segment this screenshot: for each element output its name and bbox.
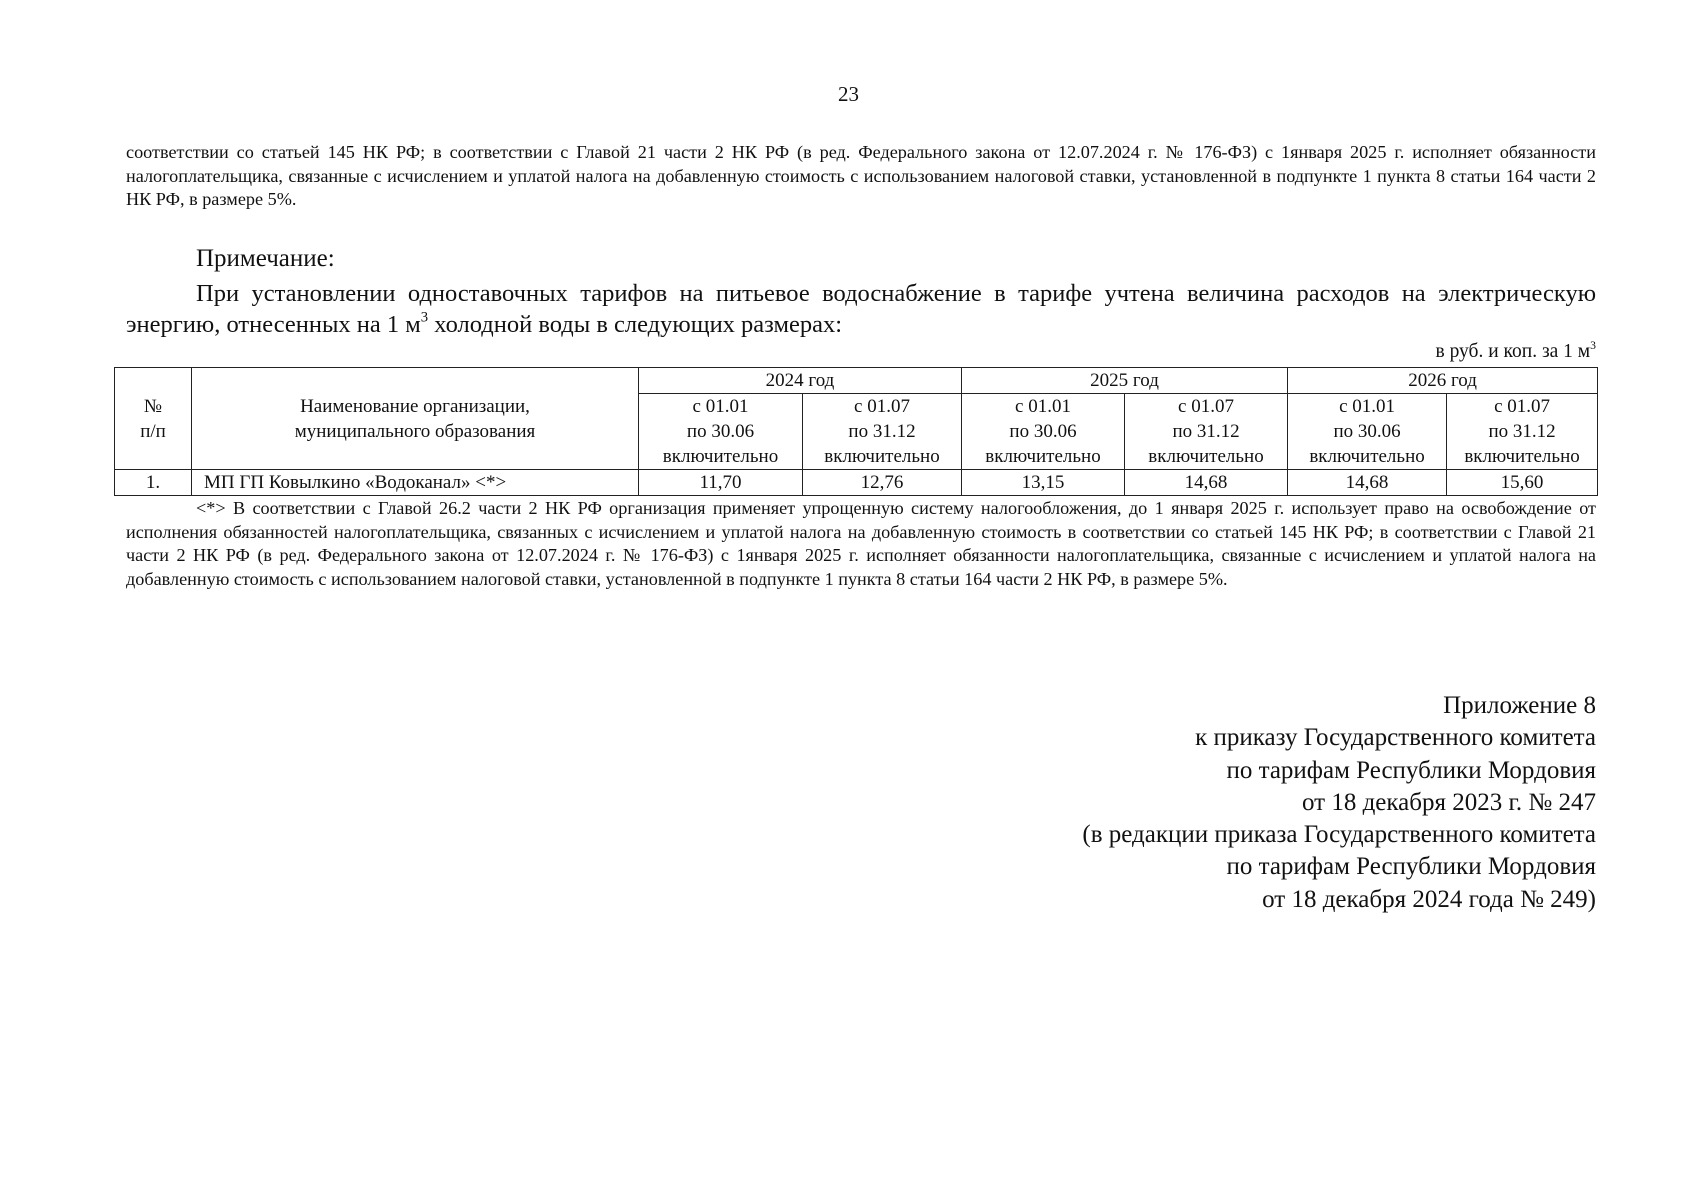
row-num: 1. xyxy=(115,470,192,496)
row-org: МП ГП Ковылкино «Водоканал» <*> xyxy=(192,470,639,496)
header-org-line2: муниципального образования xyxy=(294,420,536,442)
units-sup: 3 xyxy=(1590,338,1596,352)
header-period: с 01.01 по 30.06 включительно xyxy=(962,394,1125,470)
header-year-2024: 2024 год xyxy=(639,368,962,394)
header-year-2025: 2025 год xyxy=(962,368,1288,394)
header-period: с 01.07 по 31.12 включительно xyxy=(803,394,962,470)
note-body-text: При установлении одноставочных тарифов на питьевое водоснабжение в тарифе учтена величина расходов на электрическую энергию, отнесенных на 1 м xyxy=(126,280,1596,338)
table-header-row-years xyxy=(115,368,1598,394)
note-body-text-end: холодной воды в следующих размерах: xyxy=(428,311,843,338)
top-paragraph: соответствии со статьей 145 НК РФ; в соответствии с Главой 21 части 2 НК РФ (в ред. Федерального закона от 12.07.2024 г. № 176-ФЗ) с 1января 2025 г. исполняет обязанности налогоплательщика, связанные с исчислением и уплатой налога на добавленную стоимость с использованием налоговой ставки, установленной в подпункте 1 пункта 8 статьи 164 части 2 НК РФ, в размере 5%. xyxy=(126,142,1596,209)
page-number: 23 xyxy=(838,82,859,106)
appendix-line: к приказу Государственного комитета xyxy=(1195,724,1596,752)
note-title: Примечание: xyxy=(196,245,335,272)
appendix-line: (в редакции приказа Государственного комитета xyxy=(1082,821,1596,849)
row-value: 15,60 xyxy=(1447,470,1598,496)
appendix-line: от 18 декабря 2024 года № 249) xyxy=(1262,885,1596,913)
header-org xyxy=(192,368,639,470)
tariff-table xyxy=(114,367,1598,496)
header-period: с 01.01 по 30.06 включительно xyxy=(639,394,803,470)
appendix-line: по тарифам Республики Мордовия xyxy=(1226,756,1596,784)
row-value: 14,68 xyxy=(1125,470,1288,496)
header-num-line1: № xyxy=(143,395,163,417)
note-body-sup: 3 xyxy=(420,309,429,326)
header-year-2026: 2026 год xyxy=(1288,368,1598,394)
appendix-block xyxy=(1082,690,1596,916)
appendix-line: от 18 декабря 2023 г. № 247 xyxy=(1301,788,1596,816)
row-value: 13,15 xyxy=(962,470,1125,496)
appendix-line: Приложение 8 xyxy=(1443,692,1596,719)
header-num-line2: п/п xyxy=(140,420,166,442)
row-value: 14,68 xyxy=(1288,470,1447,496)
units-text: в руб. и коп. за 1 м xyxy=(1435,341,1591,362)
header-period: с 01.01 по 30.06 включительно xyxy=(1288,394,1447,470)
table-row xyxy=(115,470,1598,496)
header-num xyxy=(115,368,192,470)
units-caption xyxy=(1435,338,1596,363)
row-value: 11,70 xyxy=(639,470,803,496)
note-body xyxy=(126,278,1596,340)
header-period: с 01.07 по 31.12 включительно xyxy=(1447,394,1598,470)
appendix-line: по тарифам Республики Мордовия xyxy=(1226,853,1596,881)
footnote-text: <*> В соответствии с Главой 26.2 части 2 НК РФ организация применяет упрощенную систему налогообложения, до 1 января 2025 г. использует право на освобождение от исполнения обязанностей налогоплательщика, связанных с исчислением и уплатой налога на добавленную стоимость в соответствии со статьей 145 НК РФ; в соответствии с Главой 21 части 2 НК РФ (в ред. Федерального закона от 12.07.2024 г. № 176-ФЗ) с 1января 2025 г. исполняет обязанности налогоплательщика, связанные с исчислением и уплатой налога на добавленную стоимость с использованием налоговой ставки, установленной в подпункте 1 пункта 8 статьи 164 части 2 НК РФ, в размере 5%. xyxy=(126,498,1596,589)
header-org-line1: Наименование организации, xyxy=(300,395,530,417)
header-period: с 01.07 по 31.12 включительно xyxy=(1125,394,1288,470)
row-value: 12,76 xyxy=(803,470,962,496)
footnote xyxy=(126,497,1596,591)
